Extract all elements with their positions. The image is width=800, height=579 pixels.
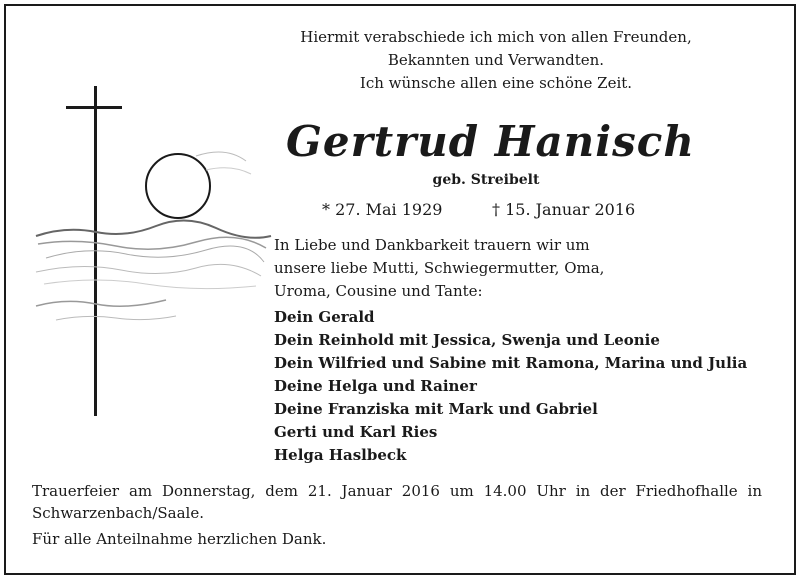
- mourner-entry: Gerti und Karl Ries: [274, 423, 438, 441]
- intro-line: Hiermit verabschiede ich mich von allen Freunden,: [300, 28, 692, 46]
- mourners-list: [274, 306, 774, 467]
- mountains-illustration: [36, 220, 271, 320]
- farewell-message: [266, 26, 726, 95]
- memorial-illustration: [26, 86, 276, 416]
- funeral-service-info: Trauerfeier am Donnerstag, dem 21. Januar 2016 um 14.00 Uhr in der Friedhofhalle in Schwarzenbach/Saale.: [32, 482, 762, 522]
- mourner-entry: Deine Franziska mit Mark und Gabriel: [274, 400, 598, 418]
- thanks-note: Für alle Anteilnahme herzlichen Dank.: [32, 530, 327, 548]
- mourner-entry: Dein Reinhold mit Jessica, Swenja und Leonie: [274, 331, 660, 349]
- obituary-notice: [4, 4, 796, 575]
- intro-line: Ich wünsche allen eine schöne Zeit.: [359, 74, 633, 92]
- sun-icon: [146, 152, 251, 218]
- grief-line: Uroma, Cousine und Tante:: [274, 282, 483, 300]
- birth-date: * 27. Mai 1929: [322, 200, 443, 219]
- grief-line: unsere liebe Mutti, Schwiegermutter, Oma,: [274, 259, 605, 277]
- intro-line: Bekannten und Verwandten.: [387, 51, 605, 69]
- mourner-entry: Dein Gerald: [274, 308, 375, 326]
- deceased-name: Gertrud Hanisch: [286, 117, 695, 166]
- mourning-statement: [274, 234, 694, 303]
- mourner-entry: Dein Wilfried und Sabine mit Ramona, Marina und Julia: [274, 354, 748, 372]
- death-date: † 15. Januar 2016: [492, 200, 636, 219]
- mourner-entry: Helga Haslbeck: [274, 446, 407, 464]
- maiden-name: geb. Streibelt: [432, 172, 540, 188]
- mourner-entry: Deine Helga und Rainer: [274, 377, 477, 395]
- grief-line: In Liebe und Dankbarkeit trauern wir um: [274, 236, 590, 254]
